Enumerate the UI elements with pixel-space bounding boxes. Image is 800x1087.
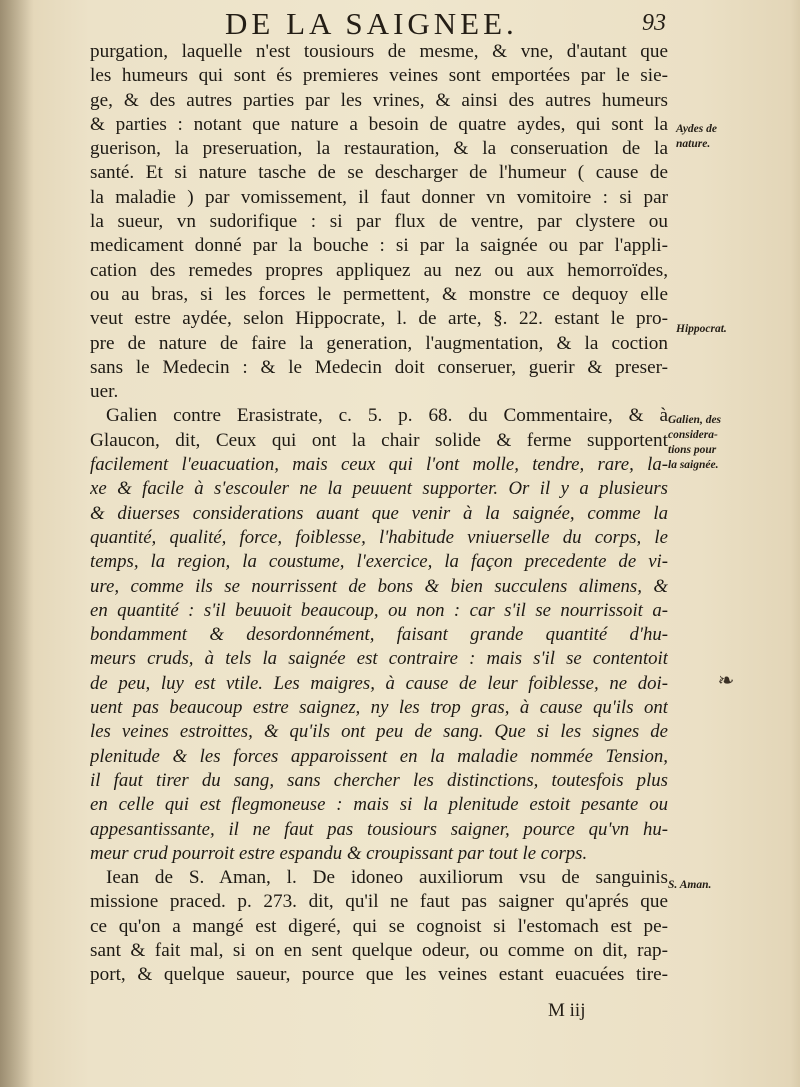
text-line: ou au bras, si les forces le permettent, & monstre ce dequoy elle [90, 283, 668, 305]
text-line: en quantité : s'il beuuoit beaucoup, ou non : car s'il se nourrissoit a- [90, 599, 668, 621]
text-line: pre de nature de faire la generation, l'augmentation, & la coction [90, 332, 668, 354]
gutter-shadow [0, 0, 34, 1087]
text-line: de peu, luy est vtile. Les maigres, à cause de leur foiblesse, ne doi- [90, 672, 668, 694]
text-line: la maladie ) par vomissement, il faut donner vn vomitoire : si par [90, 186, 668, 208]
marginal-note-line: tions pour [668, 444, 717, 456]
text-line: purgation, laquelle n'est tousiours de mesme, & vne, d'autant que [90, 41, 668, 62]
text-line: uer. [90, 381, 119, 403]
main-text-block [90, 40, 668, 988]
marginal-note-line: Galien, des [668, 414, 722, 426]
text-line: ce qu'on a mangé est digeré, qui se cognoist si l'estomach est pe- [90, 915, 668, 937]
marginal-note-line: Aydes de [676, 123, 717, 135]
marginal-note-line: nature. [676, 138, 711, 150]
text-line: missione praced. p. 273. dit, qu'il ne faut pas saigner qu'aprés que [90, 891, 668, 913]
text-line: cation des remedes propres appliquez au nez ou aux hemorroïdes, [90, 259, 668, 281]
marginal-note-hippocrate [676, 322, 727, 337]
text-line: la sueur, vn sudorifique : si par flux de ventre, par clystere ou [90, 211, 668, 233]
text-line: bondamment & desordonnément, faisant grande quantité d'hu- [90, 624, 668, 646]
text-line: Galien contre Erasistrate, c. 5. p. 68. du Commentaire, & à [106, 405, 668, 427]
marginal-note-line: S. Aman. [668, 879, 712, 891]
text-line: meurs cruds, à tels la saignée est contraire : mais s'il se contentoit [90, 648, 668, 670]
text-line: quantité, qualité, force, foiblesse, l'habitude vniuerselle du corps, le [90, 526, 668, 548]
running-title: DE LA SAIGNEE. [225, 6, 518, 41]
text-line: xe & facile à s'escouler ne la peuuent supporter. Or il y a plusieurs [90, 478, 668, 500]
signature-mark: M iij [548, 1000, 586, 1021]
marginal-note-line: la saignée. [668, 459, 719, 471]
marginal-note-line: considera- [668, 429, 718, 441]
paragraph [90, 866, 668, 987]
text-line: appesantissante, il ne faut pas tousiours saigner, pource qu'vn hu- [90, 818, 668, 840]
text-line: santé. Et si nature tasche de se descharger de l'humeur ( cause de [90, 162, 668, 184]
marginal-note-aydes [676, 122, 717, 152]
page-number: 93 [642, 10, 666, 36]
text-line: & parties : notant que nature a besoin de quatre aydes, qui sont la [90, 113, 668, 135]
marginal-note-aman [668, 878, 711, 893]
marginal-note-line: Hippocrat. [676, 323, 727, 335]
text-line: veut estre aydée, selon Hippocrate, l. de arte, §. 22. estant le pro- [90, 308, 668, 330]
text-line: Glaucon, dit, Ceux qui ont la chair solide & ferme supportent [90, 429, 668, 451]
text-line: temps, la region, la coustume, l'exercice, la façon precedente de vi- [90, 551, 668, 573]
text-line: Iean de S. Aman, l. De idoneo auxiliorum vsu de sanguinis [106, 867, 668, 889]
text-line: sant & fait mal, si on en sent quelque odeur, ou comme on dit, rap- [90, 939, 668, 961]
text-line: meur crud pourroit estre espandu & croupissant par tout le corps. [90, 842, 588, 864]
text-line: & diuerses considerations auant que venir à la saignée, comme la [90, 502, 668, 524]
text-line: uent pas beaucoup estre saignez, ny les trop gras, à cause qu'ils ont [90, 697, 668, 719]
paragraph [90, 40, 668, 404]
paragraph [90, 404, 668, 866]
text-line: facilement l'euacuation, mais ceux qui l'ont molle, tendre, rare, la- [90, 454, 668, 476]
text-line: les humeurs qui sont és premieres veines sont emportées par le sie- [90, 65, 668, 87]
text-line: port, & quelque saueur, pource que les veines estant euacuées tire- [90, 964, 668, 986]
text-line: guerison, la preseruation, la restauration, & la conseruation de la [90, 138, 668, 160]
text-line: medicament donné par la bouche : si par la saignée ou par l'appli- [90, 235, 668, 257]
text-line: sans le Medecin : & le Medecin doit conseruer, guerir & preser- [90, 356, 668, 378]
text-line: plenitude & les forces apparoissent en la maladie nommée Tension, [90, 745, 668, 767]
text-line: en celle qui est flegmoneuse : mais si la plenitude estoit pesante ou [90, 794, 668, 816]
text-line: ge, & des autres parties par les vrines, & ainsi des autres humeurs [90, 89, 668, 111]
marginal-note-galien [668, 413, 721, 473]
text-line: les veines estroittes, & qu'ils ont peu de sang. Que si les signes de [90, 721, 668, 743]
printers-ornament: ❧ [717, 668, 735, 692]
text-line: il faut tirer du sang, sans chercher les distinctions, toutesfois plus [90, 769, 668, 791]
text-line: ure, comme ils se nourrissent de bons & bien succulens alimens, & [90, 575, 668, 597]
